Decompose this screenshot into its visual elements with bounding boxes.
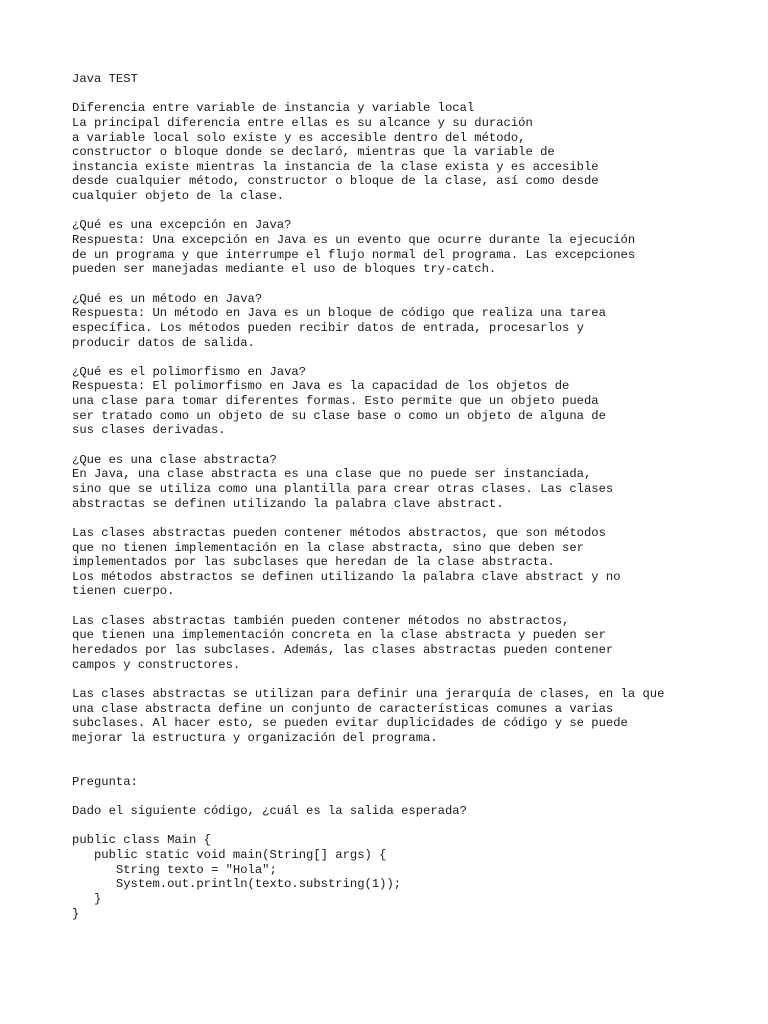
- question-text: Dado el siguiente código, ¿cuál es la salida esperada?: [72, 804, 467, 819]
- paragraph-line: de un programa y que interrumpe el flujo normal del programa. Las excepciones: [72, 247, 636, 262]
- paragraph-line: que tienen una implementación concreta en la clase abstracta y pueden ser: [72, 628, 606, 643]
- section-abstract-methods: [72, 526, 712, 599]
- paragraph-line: ser tratado como un objeto de su clase base o como un objeto de alguna de: [72, 408, 606, 423]
- paragraph-line: Respuesta: Un método en Java es un bloque de código que realiza una tarea: [72, 306, 606, 321]
- paragraph-line: desde cualquier método, constructor o bloque de la clase, así como desde: [72, 174, 599, 189]
- spacer: [72, 745, 712, 760]
- paragraph-line: cualquier objeto de la clase.: [72, 189, 285, 204]
- section-polymorphism: [72, 365, 712, 438]
- spacer: [72, 438, 712, 453]
- question-heading: ¿Qué es una excepción en Java?: [72, 218, 292, 233]
- spacer: [72, 789, 712, 804]
- paragraph-line: Respuesta: El polimorfismo en Java es la capacidad de los objetos de: [72, 379, 570, 394]
- paragraph-line: subclases. Al hacer esto, se pueden evitar duplicidades de código y se puede: [72, 716, 628, 731]
- spacer: [72, 819, 712, 834]
- paragraph-line: campos y constructores.: [72, 657, 241, 672]
- paragraph-line: Las clases abstractas pueden contener métodos abstractos, que son métodos: [72, 525, 606, 540]
- paragraph-line: tienen cuerpo.: [72, 584, 175, 599]
- code-line: public static void main(String[] args) {: [72, 847, 387, 862]
- paragraph-line: Las clases abstractas se utilizan para definir una jerarquía de clases, en la que: [72, 686, 665, 701]
- spacer: [72, 87, 712, 102]
- question-label: Pregunta:: [72, 774, 138, 789]
- paragraph-line: heredados por las subclases. Además, las clases abstractas pueden contener: [72, 642, 614, 657]
- section-abstract-class: [72, 453, 712, 512]
- spacer: [72, 350, 712, 365]
- paragraph-line: mejorar la estructura y organización del programa.: [72, 730, 438, 745]
- paragraph-line: que no tienen implementación en la clase abstracta, sino que deben ser: [72, 540, 584, 555]
- spacer: [72, 204, 712, 219]
- code-line: public class Main {: [72, 833, 211, 848]
- spacer: [72, 511, 712, 526]
- paragraph-line: producir datos de salida.: [72, 335, 255, 350]
- paragraph-line: a variable local solo existe y es accesible dentro del método,: [72, 130, 526, 145]
- paragraph-line: En Java, una clase abstracta es una clase que no puede ser instanciada,: [72, 467, 592, 482]
- document-title: Java TEST: [72, 72, 138, 86]
- paragraph-line: constructor o bloque donde se declaró, mientras que la variable de: [72, 145, 555, 160]
- code-block: [72, 833, 712, 921]
- spacer: [72, 599, 712, 614]
- document-page: [72, 72, 712, 921]
- section-hierarchy: [72, 687, 712, 746]
- paragraph-line: abstractas se definen utilizando la palabra clave abstract.: [72, 496, 504, 511]
- spacer: [72, 760, 712, 775]
- section-method: [72, 292, 712, 351]
- section-non-abstract-methods: [72, 614, 712, 673]
- spacer: [72, 277, 712, 292]
- code-line: }: [72, 906, 80, 921]
- paragraph-line: específica. Los métodos pueden recibir datos de entrada, procesarlos y: [72, 320, 584, 335]
- paragraph-line: una clase abstracta define un conjunto de características comunes a varias: [72, 701, 614, 716]
- paragraph-line: sino que se utiliza como una plantilla para crear otras clases. Las clases: [72, 481, 614, 496]
- paragraph-line: La principal diferencia entre ellas es su alcance y su duración: [72, 115, 533, 130]
- code-line: }: [72, 891, 102, 906]
- section-exception: [72, 218, 712, 277]
- section-variable-diff: [72, 101, 712, 203]
- paragraph-line: Los métodos abstractos se definen utilizando la palabra clave abstract y no: [72, 569, 621, 584]
- question-heading: ¿Qué es el polimorfismo en Java?: [72, 364, 307, 379]
- section-heading: Diferencia entre variable de instancia y variable local: [72, 101, 475, 116]
- paragraph-line: sus clases derivadas.: [72, 423, 226, 438]
- question-heading: ¿Que es una clase abstracta?: [72, 452, 277, 467]
- paragraph-line: Respuesta: Una excepción en Java es un evento que ocurre durante la ejecución: [72, 233, 636, 248]
- code-line: System.out.println(texto.substring(1));: [72, 877, 402, 892]
- paragraph-line: instancia existe mientras la instancia de la clase exista y es accesible: [72, 159, 599, 174]
- spacer: [72, 672, 712, 687]
- paragraph-line: una clase para tomar diferentes formas. Esto permite que un objeto pueda: [72, 394, 599, 409]
- question-heading: ¿Qué es un método en Java?: [72, 291, 263, 306]
- code-line: String texto = "Hola";: [72, 862, 277, 877]
- paragraph-line: pueden ser manejadas mediante el uso de bloques try-catch.: [72, 262, 497, 277]
- paragraph-line: implementados por las subclases que heredan de la clase abstracta.: [72, 555, 555, 570]
- paragraph-line: Las clases abstractas también pueden contener métodos no abstractos,: [72, 613, 570, 628]
